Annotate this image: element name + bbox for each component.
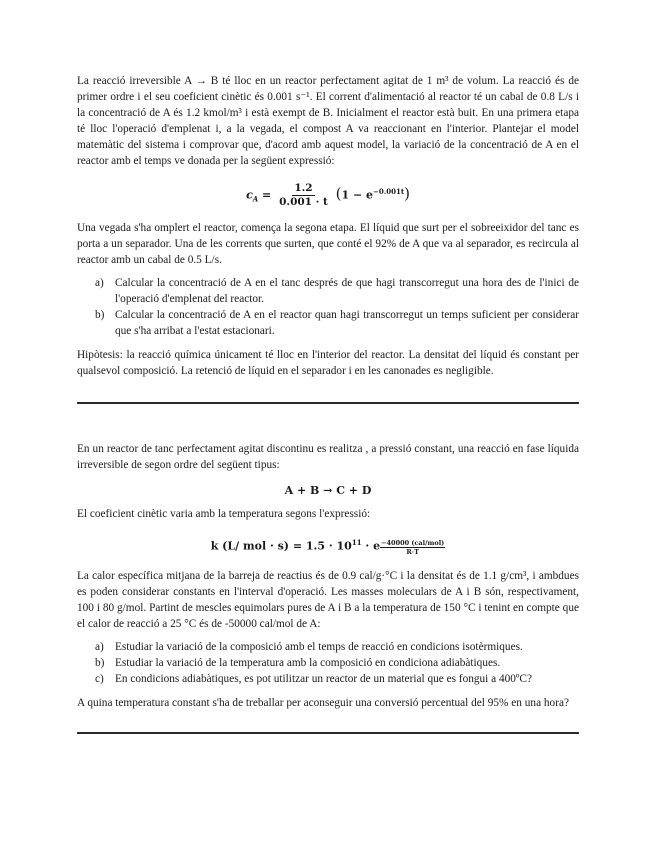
list-item (77, 672, 579, 688)
list-item-label: b) (95, 656, 105, 669)
list-item (77, 656, 579, 672)
list-item-text: Estudiar la variació de la composició amb el temps de reacció en condicions isotèrmiques. (115, 640, 523, 653)
bottom-divider (77, 732, 579, 734)
problem2-equation (77, 529, 579, 563)
eq1-exponent: −0.001t (373, 186, 405, 196)
problem2-reaction: A + B → C + D (284, 484, 372, 498)
problem2-para2: El coeficient cinètic varia amb la temperatura segons l'expressió: (77, 508, 371, 521)
problem1-para2: Una vegada s'ha omplert el reactor, comença la segona etapa. El líquid que surt per el sobreeixidor del tanc es porta a un separador. Una de les corrents que surten, que conté el 92% de A que va al separador, es recircula al reactor amb un cabal de 0.5 L/s. (77, 222, 579, 267)
list-item-text: Calcular la concentració de A en el reactor quan hagi transcorregut un temps suficient per considerar que s'ha arribat a l'estat estacionari. (115, 308, 579, 337)
eq2-exp-numerator: −40000 (cal/mol) (381, 539, 445, 548)
list-item (77, 276, 579, 308)
eq1-fraction (277, 182, 330, 209)
list-item-label: a) (95, 277, 104, 290)
eq1-term: 1 − e (341, 188, 374, 202)
list-item-text: Estudiar la variació de la temperatura amb la composició en condiciona adiabàtiques. (115, 656, 501, 669)
eq1-numerator: 1.2 (294, 181, 313, 194)
eq2-mid: · e (361, 539, 381, 553)
list-item-label: a) (95, 640, 104, 653)
problem2-reaction-block (77, 479, 579, 503)
eq1-equals: = (262, 188, 272, 202)
list-item (77, 640, 579, 656)
problem1-hypothesis: Hipòtesis: la reacció química únicament té lloc en l'interior del reactor. La densitat del líquid és constant per qualsevol composició. La retenció de líquid en el separador i en les canonades es negligible. (77, 348, 579, 377)
eq1-lhs: c (246, 188, 253, 202)
eq2-exponent-fraction (380, 539, 445, 556)
list-item-text: En condicions adiabàtiques, es pot utilitzar un reactor de un material que es fongui a 400ºC? (115, 672, 532, 685)
list-item (77, 308, 579, 340)
problem1-intro: La reacció irreversible A → B té lloc en un reactor perfectament agitat de 1 m³ de volum. La reacció és de primer ordre i el seu coeficient cinètic és 0.001 s⁻¹. El corrent d'alimentació al reactor té un cabal de 0.8 L/s i la concentració de A és 1.2 kmol/m³ i està exempt de B. Inicialment el reactor està buit. En una primera etapa té lloc l'operació d'emplenat i, a la vegada, el compost A va reaccionant en l'interior. Plantejar el model matemàtic del sistema i comprovar que, d'acord amb aquest model, la variació de la concentració de A en el reactor amb el temps ve donada per la següent expressió: (77, 75, 579, 167)
list-item-text: Calcular la concentració de A en el tanc després de que hagi transcorregut una hora des de l'inici de l'operació d'emplenat del reactor. (115, 277, 579, 306)
eq2-lhs-exp: 11 (351, 538, 362, 548)
problem2-intro: En un reactor de tanc perfectament agitat discontinu es realitza , a pressió constant, una reacció en fase líquida irreversible de segon ordre del següent tipus: (77, 442, 579, 471)
eq1-paren-close: ) (404, 184, 410, 203)
eq1-denominator: 0.001 · t (279, 195, 328, 208)
eq2-lhs: k (L/ mol · s) = 1.5 · 10 (210, 539, 352, 553)
problem2-para3: La calor específica mitjana de la barreja de reactius és de 0.9 cal/g·°C i la densitat és de 1.1 g/cm³, i ambdues es poden considerar constants en l'interval d'operació. Les masses moleculars de A i B són, respectivament, 100 i 80 g/mol. Partint de mescles equimolars pures de A i B a la temperatura de 150 °C i tenint en compte que el calor de reacció a 25 °C és de -50000 cal/mol de A: (77, 570, 579, 631)
list-item-label: b) (95, 308, 105, 321)
list-item-label: c) (95, 672, 104, 685)
problem2-question: A quina temperatura constant s'ha de treballar per aconseguir una conversió percentual del 95% en una hora? (77, 696, 569, 709)
eq2-exp-denominator: R·T (406, 548, 419, 557)
problem1-equation (77, 177, 579, 213)
problem2-list (77, 640, 579, 688)
problem1-list (77, 276, 579, 340)
document-page (77, 74, 579, 734)
eq1-lhs-sub: A (252, 194, 259, 204)
eq1-paren-open: ( (335, 184, 342, 203)
